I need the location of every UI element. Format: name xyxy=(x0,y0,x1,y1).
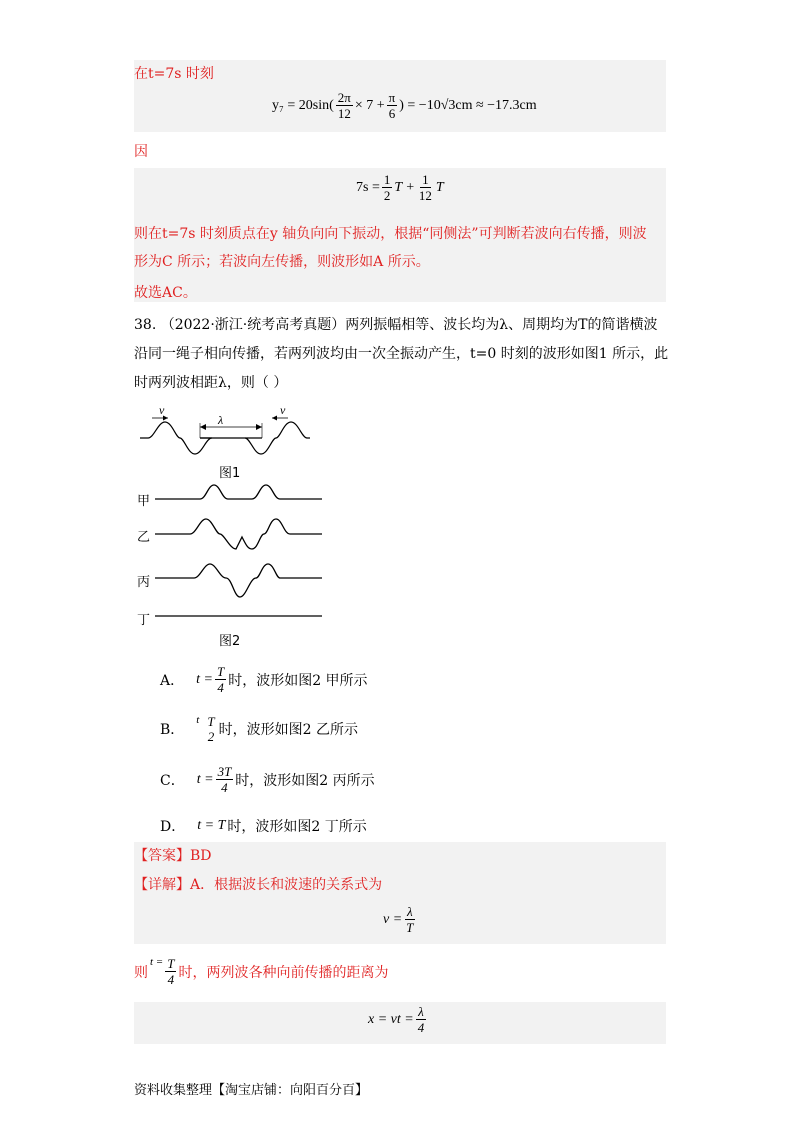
explanation-line-1: 则在t=7s 时刻质点在y 轴负向向下振动，根据“同侧法”可判断若波向右传播，则波 xyxy=(134,226,647,242)
option-d xyxy=(160,816,367,836)
option-c xyxy=(160,764,375,795)
row-label-yi: 乙 xyxy=(137,530,151,545)
option-text: 时，波形如图2 乙所示 xyxy=(218,722,358,738)
fraction: $\frac{3T}{4}$ xyxy=(217,764,232,795)
lambda-label: λ xyxy=(218,413,224,427)
waveform-bing xyxy=(155,564,322,597)
formula-y7 xyxy=(272,90,537,121)
formula-part: ) = −10√3cm ≈ −17.3cm xyxy=(399,97,537,113)
waveform-yi xyxy=(155,519,322,549)
because-label: 因 xyxy=(134,144,148,160)
formula-part: T + xyxy=(394,179,415,195)
option-letter: D． xyxy=(160,819,186,835)
formula-part: v = xyxy=(383,911,403,927)
waveform-jia xyxy=(155,485,322,499)
conclusion: 故选AC。 xyxy=(134,285,197,301)
option-letter: A． xyxy=(160,672,185,689)
fraction: $\frac{1}{12}$ xyxy=(418,172,432,203)
option-math: t = T xyxy=(197,818,226,833)
fraction: $\frac{\pi}{6}$ xyxy=(388,90,396,121)
row-label-ding: 丁 xyxy=(137,613,151,628)
fraction: $\frac{2\pi}{12}$ xyxy=(337,90,351,121)
option-text: 时，波形如图2 甲所示 xyxy=(228,672,368,689)
option-math: t = xyxy=(196,671,213,687)
figure-1-caption: 图1 xyxy=(219,466,241,481)
answer-line: 【答案】BD xyxy=(134,848,212,864)
then-line xyxy=(134,956,388,987)
option-math: t xyxy=(196,714,200,726)
formula-part: × 7 + xyxy=(354,97,385,113)
fraction: $\frac{\lambda}{T}$ xyxy=(406,904,414,935)
option-text: 时，波形如图2 丁所示 xyxy=(227,819,367,835)
intro-text: 在t=7s 时刻 xyxy=(134,66,214,82)
formula-7s xyxy=(356,172,444,203)
then-text: 时，两列波各种向前传播的距离为 xyxy=(178,964,389,981)
option-a xyxy=(160,664,368,695)
figure-2-caption: 图2 xyxy=(219,634,241,649)
explanation-line-2: 形为C 所示；若波向左传播，则波形如A 所示。 xyxy=(134,254,430,270)
then-math: t = xyxy=(150,956,164,968)
option-b xyxy=(160,714,358,744)
fraction: $\frac{T}{4}$ xyxy=(167,956,175,987)
question-line-1: 38. （2022·浙江·统考高考真题）两列振幅相等、波长均为λ、周期均为T的简谐横波 xyxy=(134,317,658,333)
fraction: $\frac{1}{2}$ xyxy=(383,172,391,203)
option-letter: C． xyxy=(160,772,185,789)
footer-source: 资料收集整理【淘宝店铺：向阳百分百】 xyxy=(134,1083,369,1098)
formula-part: x = vt = xyxy=(368,1011,414,1027)
formula-v xyxy=(383,904,417,935)
then-prefix: 则 xyxy=(134,964,148,981)
formula-x xyxy=(368,1004,428,1035)
detail-line: 【详解】A．根据波长和波速的关系式为 xyxy=(134,877,383,893)
row-label-bing: 丙 xyxy=(137,575,151,590)
figure-2 xyxy=(150,475,325,625)
v-label-left: v xyxy=(159,403,165,417)
option-text: 时，波形如图2 丙所示 xyxy=(235,772,375,789)
option-math: t = xyxy=(196,771,214,787)
v-label-right: v xyxy=(280,403,286,417)
question-line-2: 沿同一绳子相向传播，若两列波均由一次全振动产生，t=0 时刻的波形如图1 所示，此 xyxy=(134,346,669,362)
option-letter: B． xyxy=(160,722,185,738)
question-line-3: 时两列波相距λ，则（ ） xyxy=(134,375,288,391)
formula-part: y₇ = 20sin( xyxy=(272,97,334,113)
fraction: $\frac{\lambda}{4}$ xyxy=(417,1004,425,1035)
formula-part: T xyxy=(435,179,444,195)
fraction: $\frac{T}{4}$ xyxy=(216,664,225,695)
row-label-jia: 甲 xyxy=(137,494,151,509)
formula-part: 7s = xyxy=(356,179,380,195)
fraction: T 2 xyxy=(207,714,215,744)
